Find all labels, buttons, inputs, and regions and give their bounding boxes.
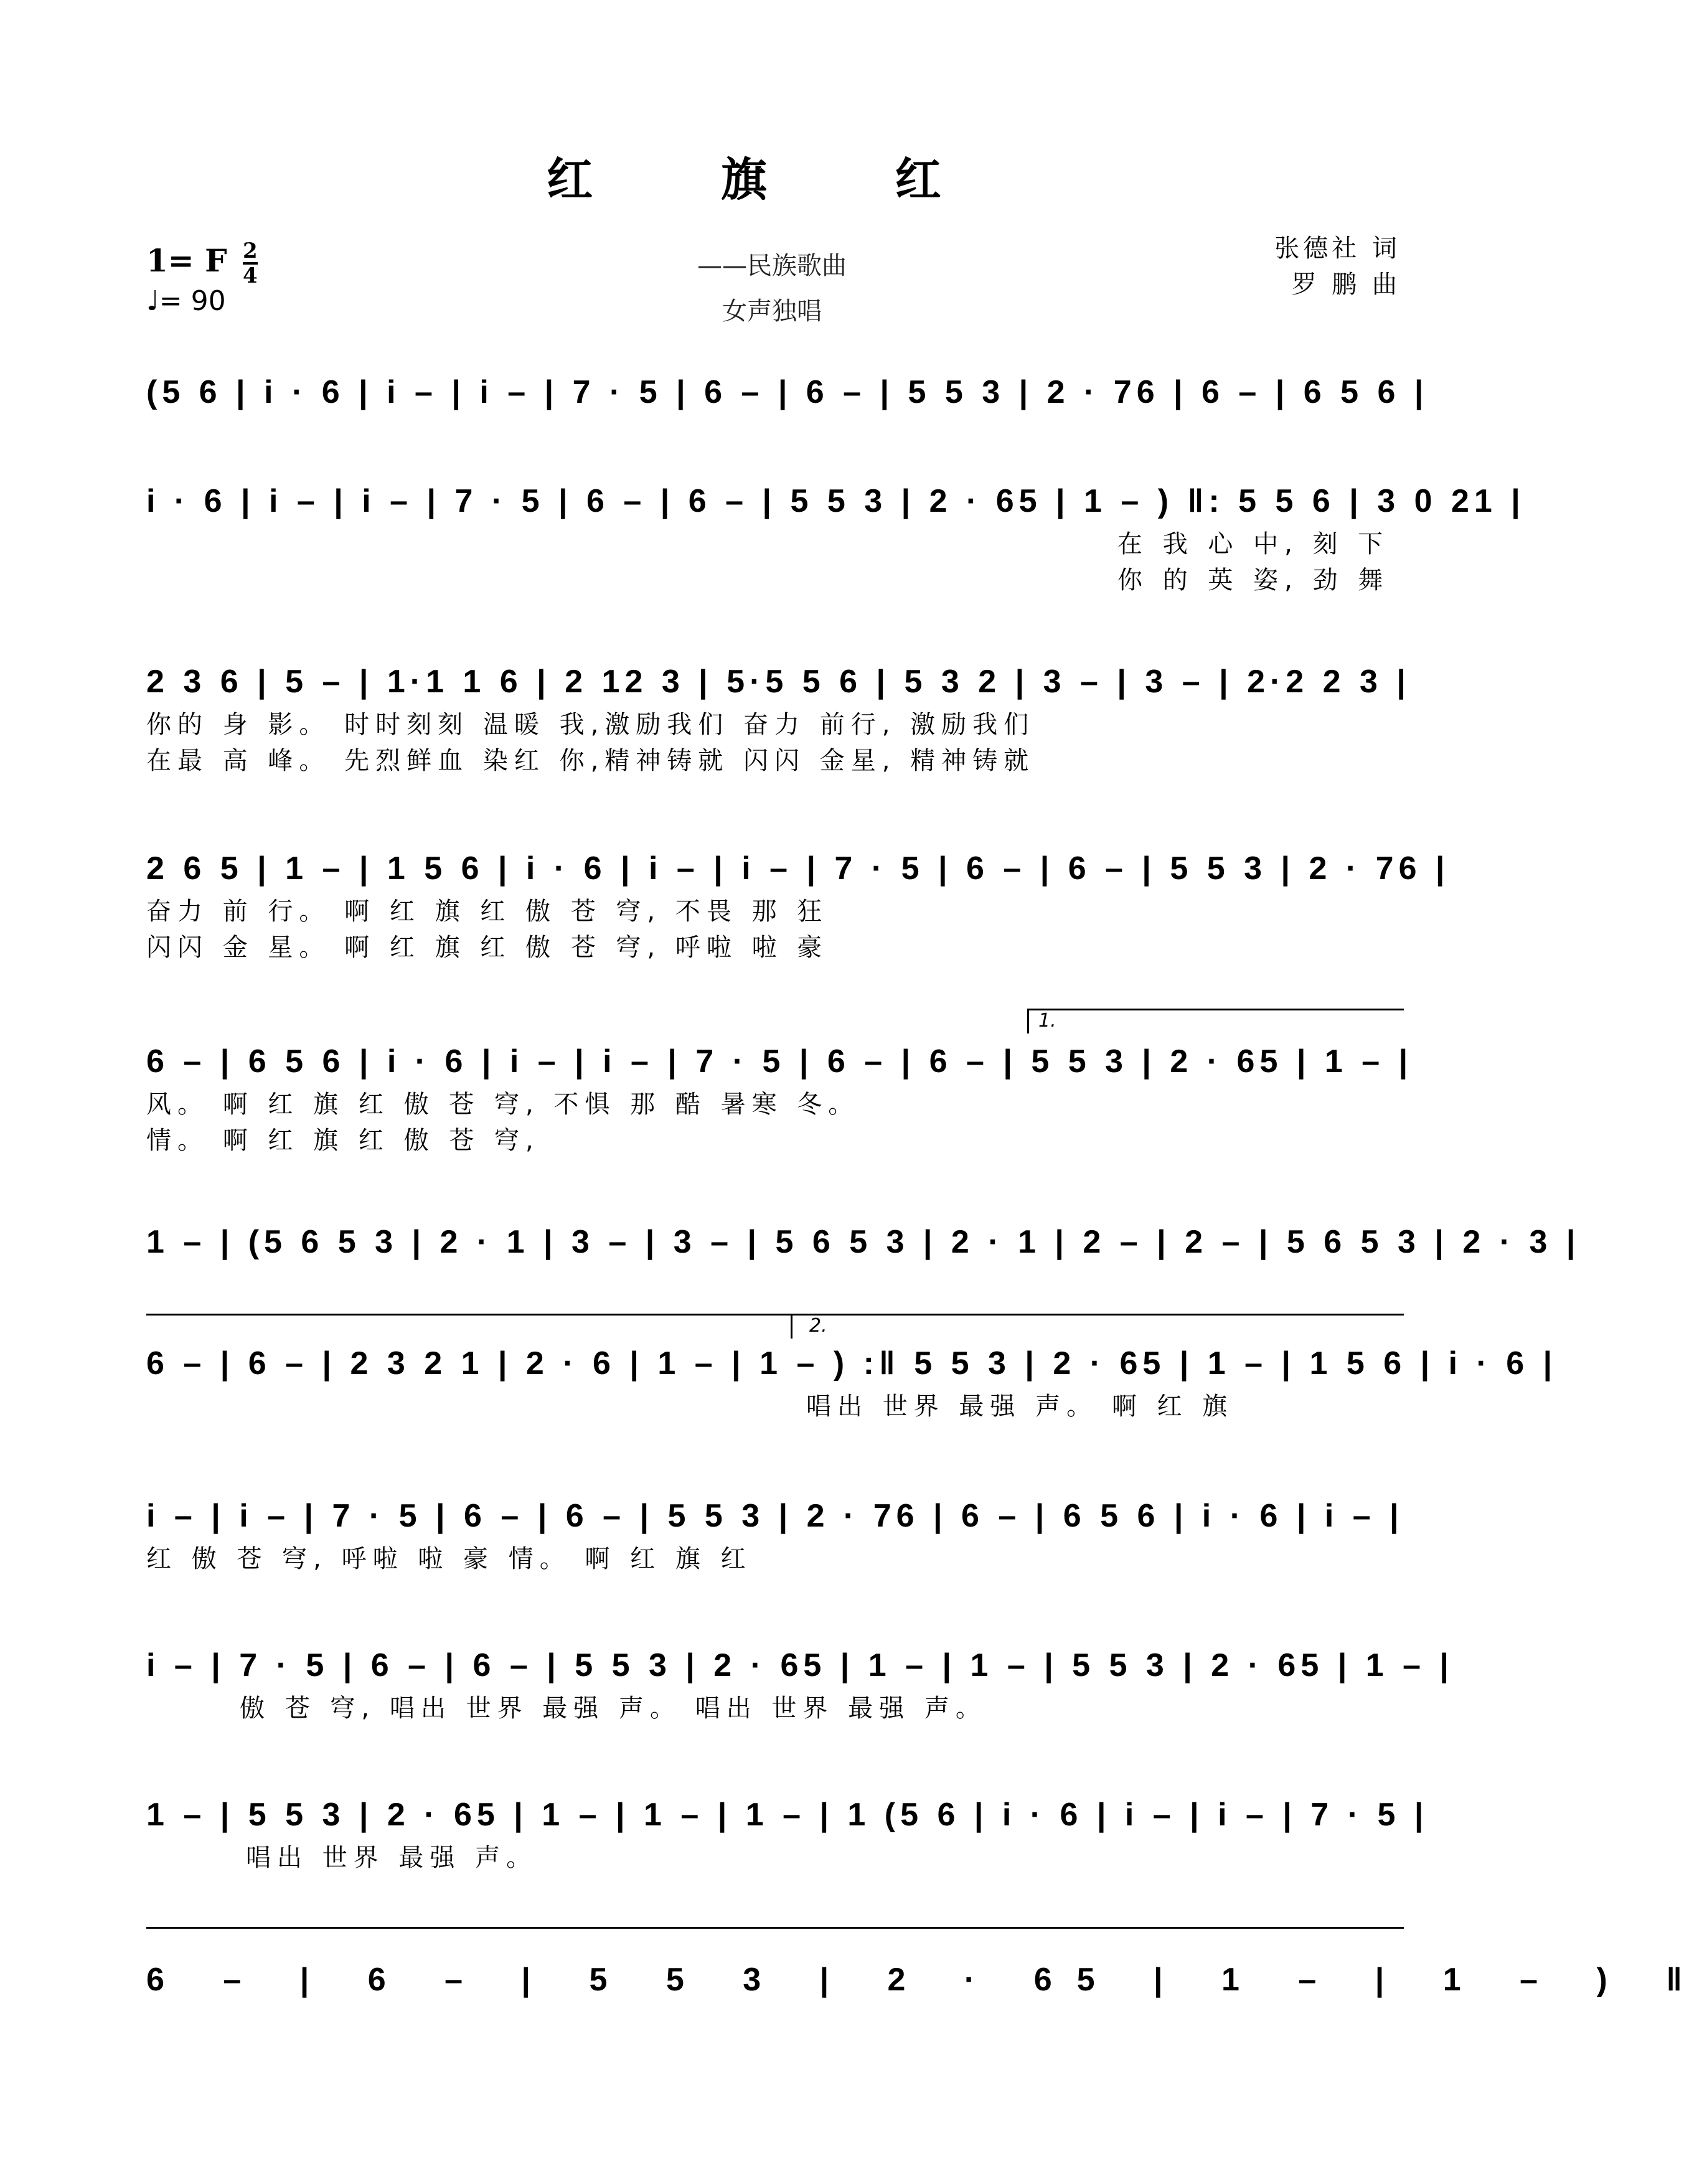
key-label: 1= F <box>146 242 227 279</box>
lyric-verse-1: 傲 苍 穹, 唱出 世界 最强 声。 唱出 世界 最强 声。 <box>240 1694 987 1723</box>
score-system-7 <box>146 1339 1558 1424</box>
song-title: 红 旗 红 <box>547 153 997 207</box>
notation-line: i · 6 | i – | i – | 7 · 5 | 6 – | 6 – | 5 5 3 | 2 · 65 | 1 – ) ‖: 5 5 6 | 3 0 21 | <box>146 483 1525 519</box>
notation-line: 2 3 6 | 5 – | 1·1 1 6 | 2 12 3 | 5·5 5 6 | 5 3 2 | 3 – | 3 – | 2·2 2 3 | <box>146 664 1411 700</box>
notation-line: 6 – | 6 – | 5 5 3 | 2 · 65 | 1 – | 1 – ) ‖ <box>146 1962 1707 1998</box>
composer-credit: 罗 鹏 曲 <box>1291 270 1401 299</box>
lyric-verse-1: 唱出 世界 最强 声。 啊 红 旗 <box>806 1392 1234 1421</box>
lyric-verse-1: 风。 啊 红 旗 红 傲 苍 穹, 不惧 那 酷 暑寒 冬。 <box>146 1090 860 1119</box>
score-system-1 <box>146 367 1429 417</box>
notation-line: (5 6 | i · 6 | i – | i – | 7 · 5 | 6 – | 6 – | 5 5 3 | 2 · 76 | 6 – | 6 5 6 | <box>146 374 1429 410</box>
score-system-10 <box>146 1790 1429 1876</box>
notation-line: 6 – | 6 – | 2 3 2 1 | 2 · 6 | 1 – | 1 – ) :‖ 5 5 3 | 2 · 65 | 1 – | 1 5 6 | i · 6 | <box>146 1345 1558 1381</box>
time-top: 2 <box>243 238 258 263</box>
lyric-verse-2: 情。 啊 红 旗 红 傲 苍 穹, <box>146 1126 540 1155</box>
tempo-mark: ♩= 90 <box>146 285 226 317</box>
coda-rule <box>146 1927 1404 1929</box>
first-ending-hook <box>1027 1009 1029 1033</box>
notation-line: 1 – | 5 5 3 | 2 · 65 | 1 – | 1 – | 1 – | 1 (5 6 | i · 6 | i – | i – | 7 · 5 | <box>146 1797 1429 1833</box>
notation-line: i – | 7 · 5 | 6 – | 6 – | 5 5 3 | 2 · 65 | 1 – | 1 – | 5 5 3 | 2 · 65 | 1 – | <box>146 1647 1454 1683</box>
lyric-verse-2: 在最 高 峰。 先烈鲜血 染红 你,精神铸就 闪闪 金星, 精神铸就 <box>146 746 1035 775</box>
score-system-11 <box>146 1955 1707 2005</box>
lyric-verse-1: 奋力 前 行。 啊 红 旗 红 傲 苍 穹, 不畏 那 狂 <box>146 897 829 926</box>
notation-line: i – | i – | 7 · 5 | 6 – | 6 – | 5 5 3 | 2 · 76 | 6 – | 6 5 6 | i · 6 | i – | <box>146 1498 1404 1534</box>
credits <box>1274 230 1401 303</box>
notation-line: 1 – | (5 6 5 3 | 2 · 1 | 3 – | 3 – | 5 6 5 3 | 2 · 1 | 2 – | 2 – | 5 6 5 3 | 2 · 3 | <box>146 1224 1581 1260</box>
lyricist-credit: 张德社 词 <box>1274 234 1401 263</box>
lyric-verse-2: 你 的 英 姿, 劲 舞 <box>1117 566 1390 595</box>
notation-line: 6 – | 6 5 6 | i · 6 | i – | i – | 7 · 5 | 6 – | 6 – | 5 5 3 | 2 · 65 | 1 – | <box>146 1043 1413 1080</box>
time-bottom: 4 <box>243 263 258 288</box>
score-system-2 <box>146 476 1525 598</box>
second-ending-hook <box>791 1314 792 1339</box>
lyric-verse-1: 在 我 心 中, 刻 下 <box>1117 530 1390 558</box>
score-system-8 <box>146 1491 1404 1577</box>
subtitle: ——民族歌曲 <box>697 252 847 280</box>
score-system-3 <box>146 657 1411 779</box>
score-system-6 <box>146 1217 1581 1267</box>
score-system-4 <box>146 844 1450 966</box>
score-system-9 <box>146 1640 1454 1726</box>
first-ending-bracket <box>1027 1009 1404 1010</box>
lyric-verse-2: 闪闪 金 星。 啊 红 旗 红 傲 苍 穹, 呼啦 啦 豪 <box>146 933 829 962</box>
repeat-bracket <box>146 1314 1404 1316</box>
lyric-verse-1: 唱出 世界 最强 声。 <box>246 1843 538 1872</box>
second-ending-label: 2. <box>809 1315 827 1337</box>
voice-type: 女声独唱 <box>722 297 822 326</box>
first-ending-label: 1. <box>1038 1010 1056 1032</box>
lyric-verse-1: 红 傲 苍 穹, 呼啦 啦 豪 情。 啊 红 旗 红 <box>146 1545 752 1573</box>
score-system-5 <box>146 1037 1413 1159</box>
lyric-verse-1: 你的 身 影。 时时刻刻 温暖 我,激励我们 奋力 前行, 激励我们 <box>146 710 1035 739</box>
notation-line: 2 6 5 | 1 – | 1 5 6 | i · 6 | i – | i – | 7 · 5 | 6 – | 6 – | 5 5 3 | 2 · 76 | <box>146 850 1450 887</box>
